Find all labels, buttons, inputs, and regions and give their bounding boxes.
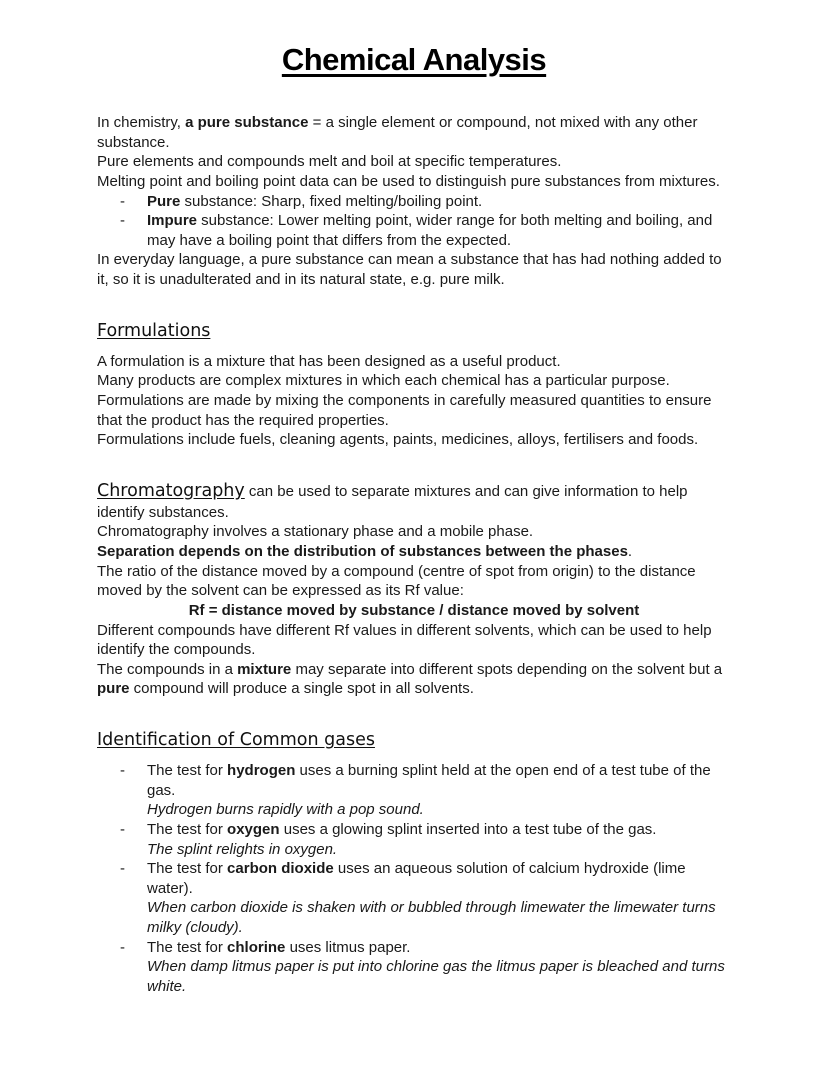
paragraph: Chromatography involves a stationary phase and a mobile phase.: [97, 523, 534, 541]
gas-result-chlorine: When damp litmus paper is put into chlorine gas the litmus paper is bleached and turns white.: [147, 958, 725, 996]
paragraph: Different compounds have different Rf values in different solvents, which can be used to help identify the compounds.: [97, 621, 712, 659]
list-item: [120, 820, 731, 840]
paragraph-text: can be used to separate mixtures and can give information to help identify substances.: [97, 482, 688, 521]
paragraph: The compounds in a mixture may separate into different spots depending on the solvent but a pure compound will produce a single spot in all solvents.: [97, 660, 723, 698]
gases-section: [97, 730, 731, 997]
gas-result-oxygen: The splint relights in oxygen.: [147, 840, 338, 858]
list-item-text: Pure substance: Sharp, fixed melting/boiling point.: [147, 192, 483, 210]
gas-test-oxygen: The test for oxygen uses a glowing splint inserted into a test tube of the gas.: [147, 820, 657, 838]
gas-result-carbon-dioxide: When carbon dioxide is shaken with or bubbled through limewater the limewater turns milky (cloudy).: [147, 899, 716, 937]
rf-formula: Rf = distance moved by substance / distance moved by solvent: [188, 601, 640, 619]
paragraph: In chemistry, a pure substance = a single element or compound, not mixed with any other substance.: [97, 114, 698, 151]
intro-section: [97, 113, 731, 290]
paragraph: The ratio of the distance moved by a compound (centre of spot from origin) to the distance moved by the solvent can be expressed as its Rf value:: [97, 562, 696, 600]
gas-test-hydrogen: The test for hydrogen uses a burning splint held at the open end of a test tube of the gas.: [147, 762, 711, 799]
paragraph: Separation depends on the distribution of substances between the phases.: [97, 543, 633, 560]
dash-bullet: -: [120, 938, 125, 956]
dash-bullet: -: [120, 192, 125, 210]
paragraph: [97, 481, 731, 523]
paragraph: Formulations are made by mixing the components in carefully measured quantities to ensure that the product has the required properties.: [97, 391, 712, 429]
gas-test-chlorine: The test for chlorine uses litmus paper.: [147, 938, 411, 956]
list-item-text: Impure substance: Lower melting point, wider range for both melting and boiling, and may have a boiling point that differs from the expected.: [147, 212, 713, 249]
dash-bullet: -: [120, 762, 125, 779]
dash-bullet: -: [120, 860, 125, 878]
dash-bullet: -: [120, 212, 125, 230]
paragraph: Melting point and boiling point data can be used to distinguish pure substances from mixtures.: [97, 172, 720, 190]
dash-bullet: -: [120, 820, 125, 838]
section-heading-gases: Identification of Common gases: [97, 730, 375, 751]
gas-test-carbon-dioxide: The test for carbon dioxide uses an aqueous solution of calcium hydroxide (lime water).: [147, 860, 686, 897]
gas-result-hydrogen: Hydrogen burns rapidly with a pop sound.: [147, 801, 424, 819]
paragraph: Many products are complex mixtures in which each chemical has a particular purpose.: [97, 372, 670, 390]
section-heading-formulations: Formulations: [97, 320, 211, 341]
document-title: Chemical Analysis: [281, 42, 547, 77]
list-item: [120, 192, 731, 212]
paragraph: Formulations include fuels, cleaning agents, paints, medicines, alloys, fertilisers and foods.: [97, 431, 699, 449]
paragraph: A formulation is a mixture that has been designed as a useful product.: [97, 352, 561, 370]
paragraph: Pure elements and compounds melt and boil at specific temperatures.: [97, 153, 562, 171]
list-item: [120, 761, 731, 800]
section-heading-chromatography: Chromatography: [97, 480, 245, 501]
formulations-section: [97, 321, 731, 450]
list-item: [120, 938, 731, 958]
list-item: [120, 211, 731, 250]
list-item: [120, 859, 731, 898]
paragraph: In everyday language, a pure substance can mean a substance that has had nothing added to it, so it is unadulterated and in its natural state, e.g. pure milk.: [97, 251, 722, 289]
chromatography-section: [97, 481, 731, 699]
